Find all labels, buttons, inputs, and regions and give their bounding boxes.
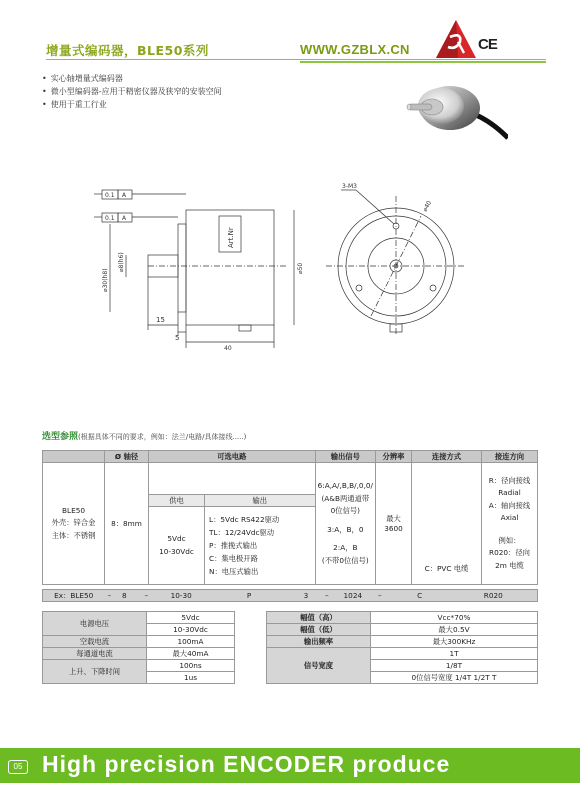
signal-line: 3:A，B，0	[327, 524, 364, 534]
example-part: C	[390, 590, 450, 602]
spec-value: 5Vdc	[147, 612, 235, 624]
header-divider	[46, 59, 546, 60]
spec-label: 空载电流	[43, 636, 147, 648]
direction-line: R020：径向	[489, 548, 530, 558]
ce-mark: CE	[478, 36, 497, 53]
circuit-spacer	[149, 463, 316, 495]
dimension-drawing	[76, 180, 546, 360]
output-option: TL：12/24Vdc驱动	[209, 528, 275, 537]
feature-item: • 实心轴增量式编码器	[42, 72, 222, 85]
connection-cell: C：PVC 电缆	[412, 463, 482, 585]
spec-label: 信号宽度	[267, 648, 371, 684]
example-sep: –	[134, 590, 158, 602]
body-material: 主体：不锈钢	[51, 530, 96, 540]
spec-value: 1T	[371, 648, 538, 660]
signal-line: 2:A，B	[333, 543, 358, 552]
model-selection-table	[42, 450, 538, 585]
spec-label: 电源电压	[43, 612, 147, 636]
output-option: N：电压式输出	[209, 567, 259, 576]
direction-line: 例如：	[498, 535, 521, 545]
output-option: C：集电极开路	[209, 554, 258, 563]
selection-title-text: 选型参照	[42, 432, 79, 442]
direction-line: 2m 电缆	[495, 560, 524, 570]
table-header	[43, 451, 105, 463]
spec-label: 幅值（低）	[267, 624, 371, 636]
art-nr-label: Art.Nr	[227, 227, 235, 248]
spec-value: 1us	[147, 672, 235, 684]
feature-list	[42, 72, 222, 111]
example-sep: –	[104, 590, 114, 602]
electrical-specs-table	[42, 611, 538, 684]
spec-label: 输出频率	[267, 636, 371, 648]
page-number: 05	[8, 760, 28, 774]
dim-15: 15	[156, 316, 165, 324]
table-header: Ø 轴径	[105, 451, 149, 463]
output-header: 输出	[205, 495, 316, 507]
supply-value: 5Vdc	[167, 534, 186, 543]
feature-item: • 微小型编码器-应用于精密仪器及狭窄的安装空间	[42, 85, 222, 98]
shaft-cell: 8：8mm	[105, 463, 149, 585]
page-title: 增量式编码器，BLE50系列	[46, 43, 209, 58]
shaft-diameter-label: ⌀8(h6)	[118, 252, 125, 272]
table-header: 输出信号	[315, 451, 375, 463]
housing-material: 外壳：锌合金	[51, 518, 96, 528]
example-sep: –	[370, 590, 390, 602]
spec-value: 1/8T	[371, 660, 538, 672]
spec-label: 每通道电流	[43, 648, 147, 660]
example-part: 10-30	[158, 590, 204, 602]
spec-value: 最大0.5V	[371, 624, 538, 636]
spec-value: 10-30Vdc	[147, 624, 235, 636]
signal-line: (A&B两通道带	[321, 493, 370, 503]
signal-line: 6:A,A/,B,B/,0,0/	[317, 481, 373, 490]
spec-value: 0位信号宽度 1/4T 1/2T T	[371, 672, 538, 684]
tolerance-value: 0.1	[105, 215, 115, 222]
model-cell	[43, 463, 105, 585]
output-option: L：5Vdc RS422驱动	[209, 515, 280, 524]
tolerance-ref: A	[122, 215, 127, 222]
dim-40: 40	[224, 345, 232, 352]
example-order-row	[42, 589, 538, 602]
table-header: 连接方式	[412, 451, 482, 463]
website-url[interactable]: WWW.GZBLX.CN	[300, 42, 410, 57]
supply-cell	[149, 507, 205, 585]
signal-cell	[315, 463, 375, 585]
product-photo	[398, 76, 508, 146]
example-part: R020	[450, 590, 538, 602]
screw-label: 3-M3	[342, 183, 357, 190]
example-sep: –	[318, 590, 336, 602]
feature-item: • 使用于重工行业	[42, 98, 222, 111]
signal-line: (不带0位信号)	[321, 555, 369, 565]
spec-label: 上升、下降时间	[43, 660, 147, 684]
footer-tagline: High precision ENCODER produce	[42, 751, 451, 777]
spec-value: 100mA	[147, 636, 235, 648]
direction-line: Radial	[498, 488, 521, 498]
spec-value: 最大300KHz	[371, 636, 538, 648]
example-part: 3	[294, 590, 318, 602]
signal-line: 0位信号)	[330, 506, 361, 515]
direction-line: Axial	[500, 513, 519, 523]
output-option: P：推挽式输出	[209, 541, 258, 550]
example-part: Ex：BLE50	[43, 590, 105, 602]
tolerance-ref: A	[122, 192, 127, 199]
spec-label: 幅值（高）	[267, 612, 371, 624]
flange-diameter-label: ⌀30(h8)	[102, 268, 109, 292]
selection-title	[42, 429, 246, 442]
header-divider-accent	[300, 61, 546, 63]
example-part: P	[204, 590, 294, 602]
spec-value: 最大40mA	[147, 648, 235, 660]
resolution-cell: 最大3600	[376, 463, 412, 585]
dim-5: 5	[175, 334, 180, 342]
table-gap	[235, 612, 267, 684]
example-part: 1024	[336, 590, 370, 602]
direction-line: R：径向接线	[488, 475, 531, 485]
output-cell	[205, 507, 316, 585]
direction-line: A：轴向接线	[488, 500, 531, 510]
spec-value: 100ns	[147, 660, 235, 672]
supply-header: 供电	[149, 495, 205, 507]
tolerance-value: 0.1	[105, 192, 115, 199]
selection-note: (根据具体不同的要求，例如：法兰/电路/具体接线.....)	[78, 433, 247, 441]
table-header: 分辨率	[376, 451, 412, 463]
model-name: BLE50	[62, 505, 85, 515]
table-header: 可选电路	[149, 451, 316, 463]
table-header: 接连方向	[482, 451, 538, 463]
supply-value: 10-30Vdc	[159, 546, 194, 556]
body-diameter-label: ⌀50	[297, 262, 304, 274]
direction-cell	[482, 463, 538, 585]
spec-value: Vcc*70%	[371, 612, 538, 624]
pcd-label: ⌀40	[421, 199, 434, 213]
company-logo	[436, 20, 476, 58]
example-part: 8	[114, 590, 134, 602]
